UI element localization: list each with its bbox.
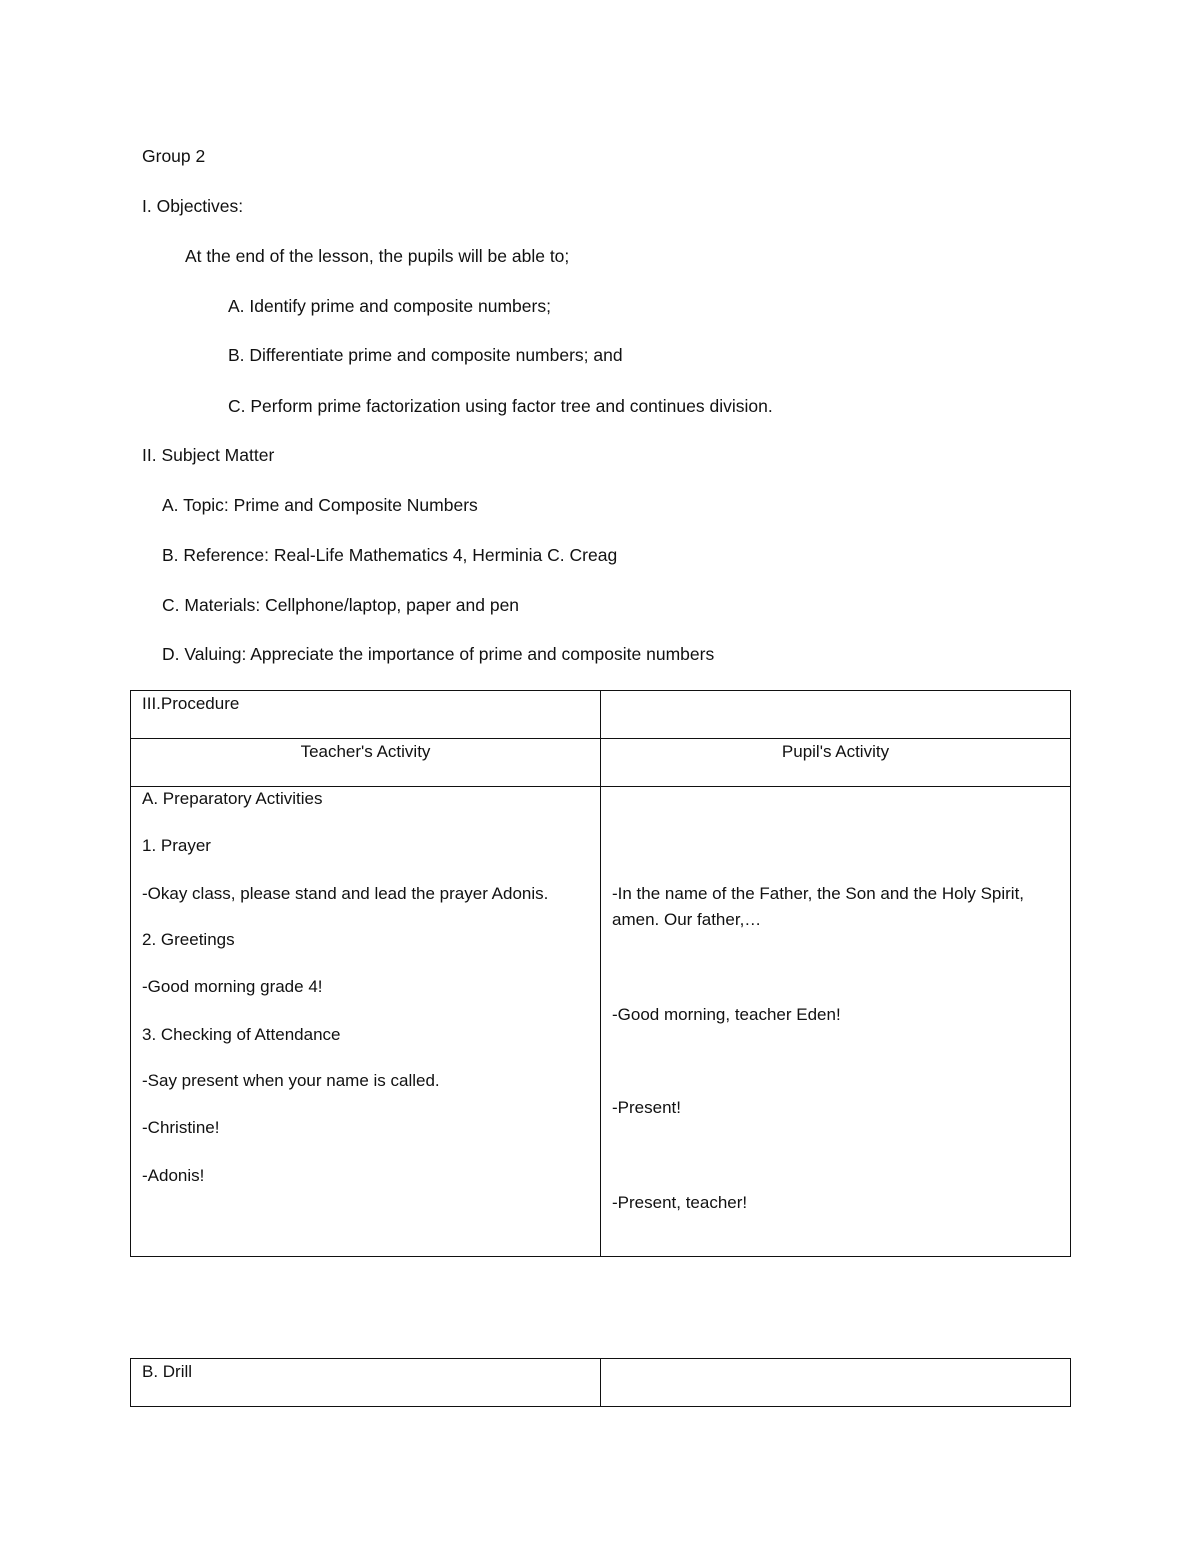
pupil-activity-cell [601, 787, 1071, 1257]
pupil-activity-header: Pupil's Activity [781, 742, 890, 761]
teacher-line: -Okay class, please stand and lead the prayer Adonis. [142, 884, 549, 903]
pupil-line: -Present, teacher! [612, 1193, 748, 1212]
pupil-header-cell [601, 739, 1071, 787]
pupil-line: -Present! [612, 1098, 681, 1117]
teacher-line: 3. Checking of Attendance [142, 1025, 341, 1044]
procedure-content-row [131, 787, 1071, 1257]
teacher-activity-header: Teacher's Activity [300, 742, 431, 761]
subject-matter-item: C. Materials: Cellphone/laptop, paper and pen [162, 595, 520, 615]
teacher-line: 2. Greetings [142, 930, 235, 949]
teacher-header-cell [131, 739, 601, 787]
objective-item: C. Perform prime factorization using factor tree and continues division. [228, 396, 773, 416]
subject-matter-item: B. Reference: Real-Life Mathematics 4, Herminia C. Creag [162, 545, 618, 565]
teacher-line: -Adonis! [142, 1166, 205, 1185]
teacher-line: -Good morning grade 4! [142, 977, 323, 996]
drill-row [131, 1359, 1071, 1407]
subject-matter-item: A. Topic: Prime and Composite Numbers [162, 495, 478, 515]
teacher-line: A. Preparatory Activities [142, 789, 323, 808]
objective-item: B. Differentiate prime and composite numbers; and [228, 345, 623, 365]
procedure-heading-cell [131, 691, 601, 739]
subject-matter-item: D. Valuing: Appreciate the importance of prime and composite numbers [162, 644, 715, 664]
drill-table [130, 1358, 1071, 1407]
teacher-line: -Christine! [142, 1118, 220, 1137]
procedure-heading: III.Procedure [142, 694, 240, 713]
drill-heading: B. Drill [142, 1362, 193, 1381]
drill-heading-cell [131, 1359, 601, 1407]
teacher-line: -Say present when your name is called. [142, 1071, 440, 1090]
teacher-line: 1. Prayer [142, 836, 211, 855]
group-label: Group 2 [142, 146, 206, 166]
objectives-intro: At the end of the lesson, the pupils will be able to; [185, 246, 570, 266]
pupil-line: -In the name of the Father, the Son and the Holy Spirit, [612, 884, 1025, 903]
drill-empty-cell [601, 1359, 1071, 1407]
procedure-column-header-row [131, 739, 1071, 787]
objective-item: A. Identify prime and composite numbers; [228, 296, 551, 316]
procedure-table [130, 690, 1071, 1257]
procedure-heading-empty-cell [601, 691, 1071, 739]
subject-matter-heading: II. Subject Matter [142, 445, 275, 465]
pupil-line: -Good morning, teacher Eden! [612, 1005, 841, 1024]
objectives-heading: I. Objectives: [142, 196, 244, 216]
teacher-activity-cell [131, 787, 601, 1257]
procedure-heading-row [131, 691, 1071, 739]
pupil-line: amen. Our father,… [612, 910, 762, 929]
